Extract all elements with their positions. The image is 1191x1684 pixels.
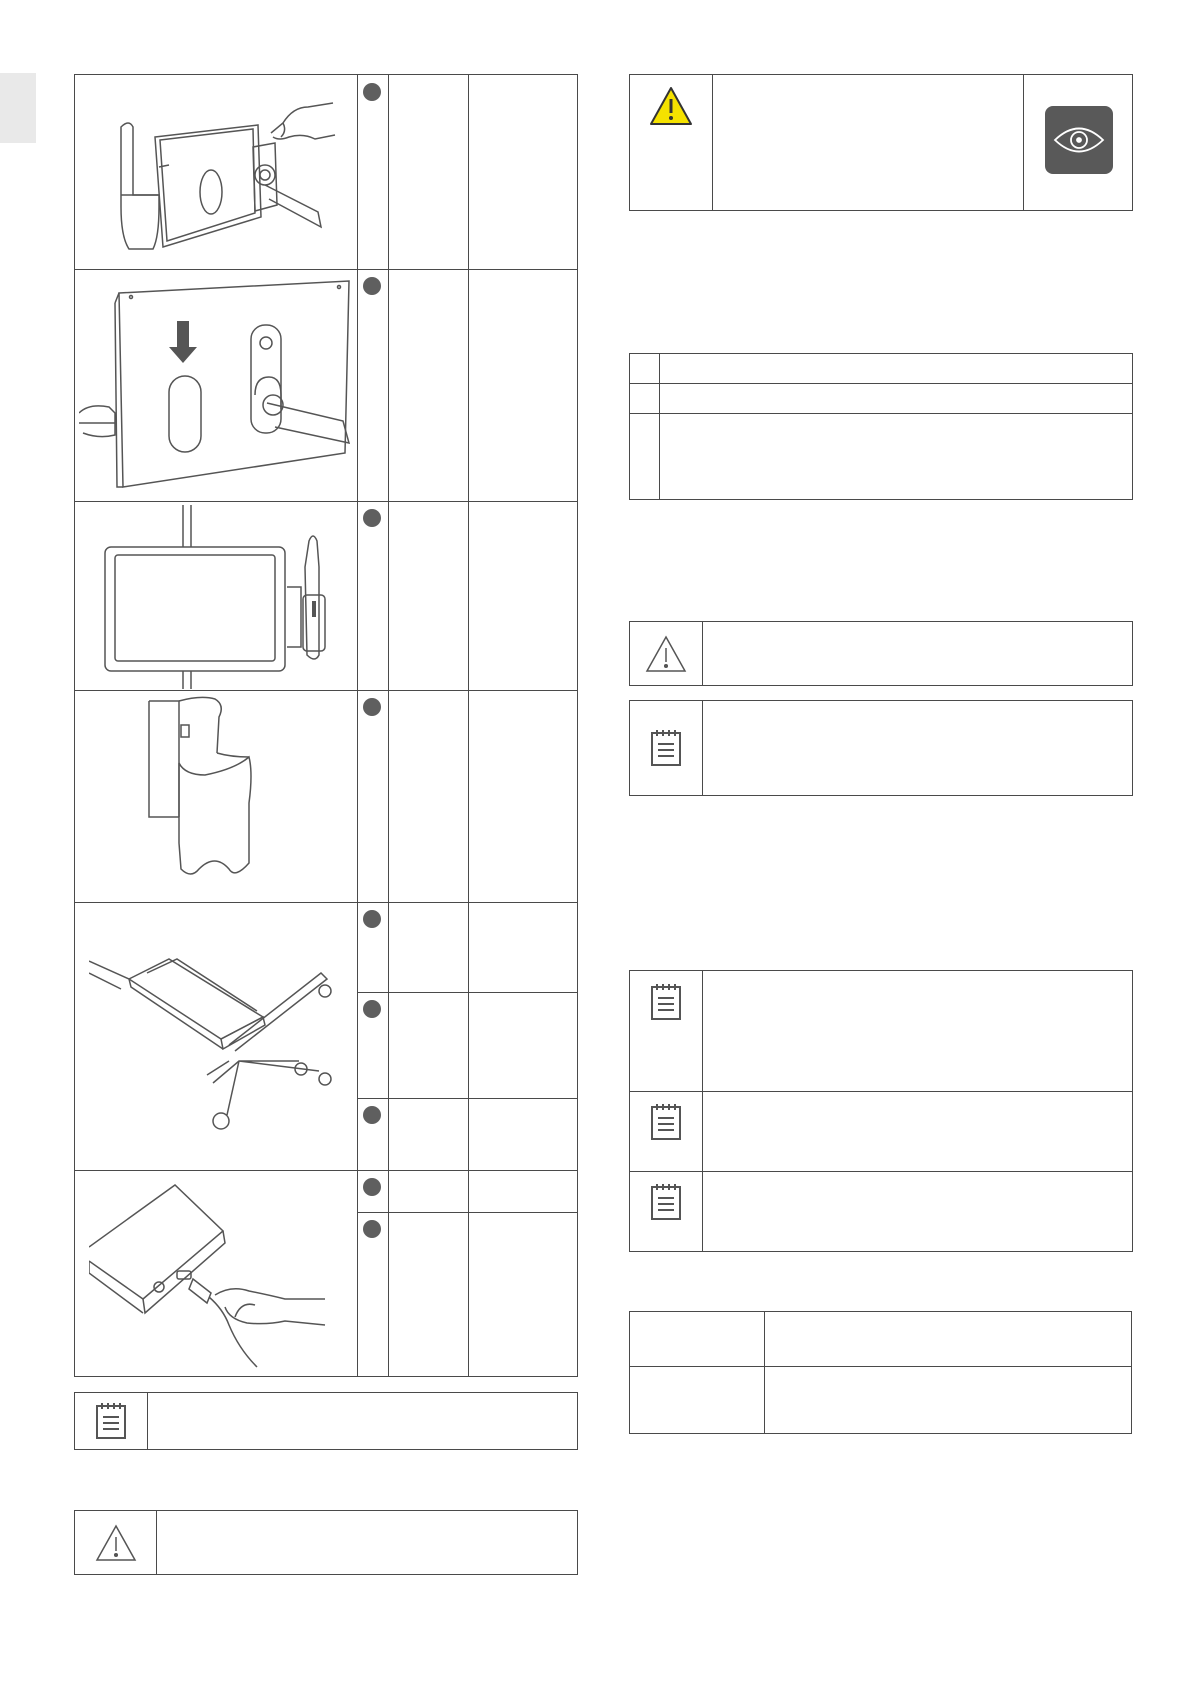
screen-front-with-scanner-holder-illustration: [99, 505, 355, 689]
scanner-holder-illustration: [145, 693, 325, 898]
laptop-cable-plug-illustration: [89, 1175, 355, 1371]
cart-with-laptop-illustration: [89, 915, 355, 1165]
step-marker: [363, 1178, 381, 1196]
notes-group-box: [629, 970, 1133, 1252]
left-warning-box: [74, 1510, 578, 1575]
left-note-box: [74, 1392, 578, 1450]
right-caution-box: [629, 621, 1133, 686]
step-marker: [363, 509, 381, 527]
step-marker: [363, 83, 381, 101]
step-marker: [363, 910, 381, 928]
caution-triangle-icon: [75, 1511, 156, 1574]
notepad-icon: [630, 1181, 702, 1223]
installation-steps-table: [74, 74, 578, 1377]
notepad-icon: [630, 701, 702, 795]
side-tab: [0, 73, 36, 143]
step-marker: [363, 277, 381, 295]
step-marker: [363, 1000, 381, 1018]
bottom-table: [629, 1311, 1132, 1434]
step-marker: [363, 1220, 381, 1238]
eye-icon: [1045, 106, 1113, 174]
small-table: [629, 353, 1133, 500]
notepad-icon: [75, 1393, 147, 1449]
right-note-box: [629, 700, 1133, 796]
notepad-icon: [630, 1101, 702, 1143]
yellow-warning-icon: [648, 85, 694, 127]
step-marker: [363, 698, 381, 716]
caution-triangle-icon: [630, 622, 702, 685]
screen-back-plate-with-arrow-illustration: [79, 273, 355, 497]
notepad-icon: [630, 981, 702, 1023]
hand-attaching-screen-to-mount-illustration: [103, 77, 343, 267]
step-marker: [363, 1106, 381, 1124]
right-warning-box: [629, 74, 1133, 211]
